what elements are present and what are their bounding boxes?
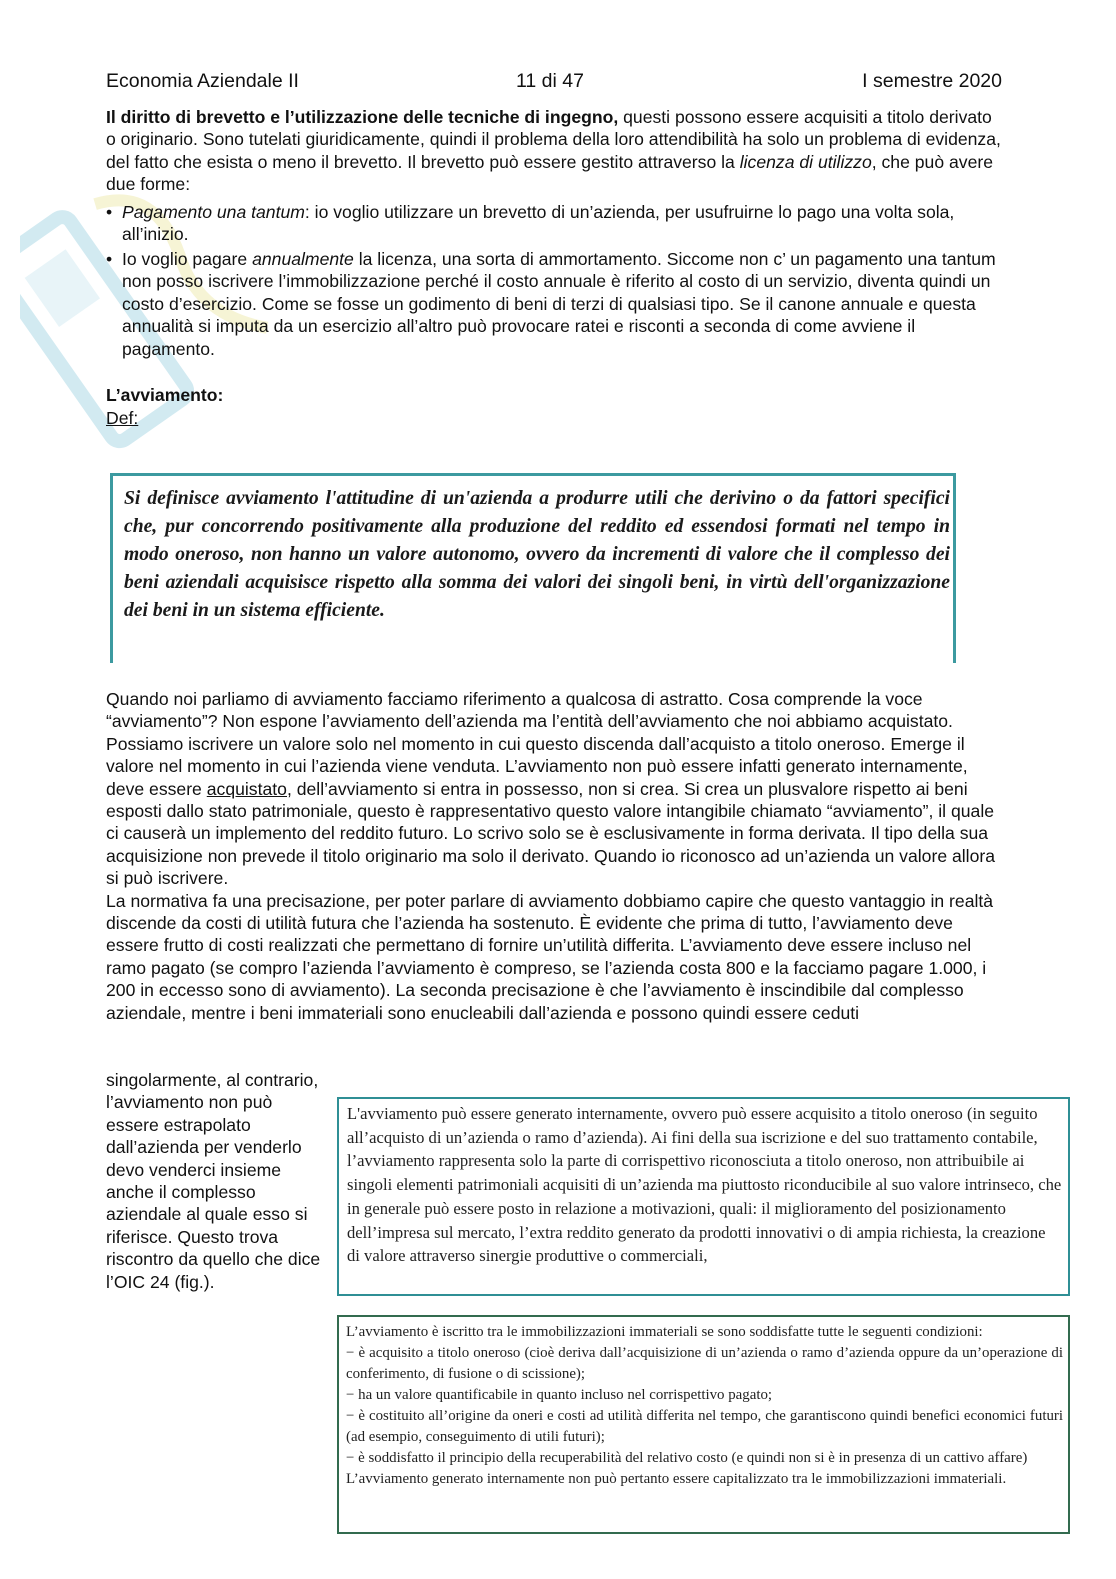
semester-label: I semestre 2020 — [862, 70, 1002, 92]
paragraph-text: dell’avviamento si entra in possesso, non si crea. Si crea un plusvalore rispetto ai beni esposti dallo stato patrimoniale, questo è rappresentativo questo valore intangibile chiamato “avviamento”, il quale ci causerà un implemento del reddito futuro. Lo scrivo solo se è esclusivamente in forma derivata. Il tipo della sua acquisizione non prevede il titolo originario ma solo il derivato. Quando io riconosco ad un’azienda un valore allora si può iscrivere. — [106, 778, 996, 889]
bullet-text — [122, 248, 1004, 360]
definition-label: Def: — [106, 408, 139, 428]
bullet-marker: • — [106, 249, 113, 269]
page-number: 11 di 47 — [516, 70, 584, 92]
paragraph-text: questi possono essere acquisiti a titolo derivato o originario. Sono tutelati giuridicamente, quindi il problema della loro attendibilità ha solo un problema di evidenza, del fatto che esista o meno il brevetto. Il brevetto può essere gestito attraverso la — [106, 107, 1001, 172]
bullet-item — [106, 248, 1004, 360]
quote-box-avviamento — [337, 1097, 1070, 1296]
course-title: Economia Aziendale II — [106, 70, 299, 92]
conditions-intro: L’avviamento è iscritto tra le immobilizzazioni immateriali se sono soddisfatte tutte le seguenti condizioni: — [346, 1324, 983, 1340]
paragraph-text: Quando noi parliamo di avviamento facciamo riferimento a qualcosa di astratto. Cosa comprende la voce “avviamento”? Non espone l’avviamento dell’azienda ma l’entità dell’avviamento che noi abbiamo acquistato. Possiamo iscrivere un valore solo nel momento in cui questo discenda dall’acquisto a titolo oneroso. Emerge il valore nel momento in cui l’azienda viene venduta. L’avviamento non può essere infatti generato internamente, deve essere — [106, 689, 968, 799]
condition-item: − è acquisito a titolo oneroso (cioè deriva dall’acquisizione di un’azienda o ramo d’azienda oppure da un’operazione di conferimento, di fusione o di scissione); — [346, 1345, 1063, 1382]
italic-term: annualmente — [252, 249, 354, 269]
side-text: singolarmente, al contrario, l’avviamento non può essere estrapolato dall’azienda per venderlo devo venderci insieme anche il complesso aziendale al quale esso si riferisce. Questo trova riscontro da quello che dice l’OIC 24 (fig.). — [106, 1070, 321, 1292]
bullet-item — [106, 201, 1004, 246]
conditions-closing: L’avviamento generato internamente non può pertanto essere capitalizzato tra le immobilizzazioni immateriali. — [346, 1471, 1007, 1487]
bullet-text — [122, 201, 1004, 246]
paragraph-avviamento — [106, 688, 1004, 1024]
bold-lead: Il diritto di brevetto e l’utilizzazione delle tecniche di ingegno, — [106, 107, 619, 127]
definition-text: Si definisce avviamento l'attitudine di un'azienda a produrre utili che derivino o da fattori specifici che, pur concorrendo positivamente alla produzione del reddito ed essendosi formati nel tempo in modo oneroso, non hanno un valore autonomo, ovvero da incrementi di valore che il complesso dei beni aziendali acquisisce rispetto alla somma dei valori dei singoli beni, in virtù dell'organizzazione dei beni in un sistema efficiente. — [124, 488, 950, 621]
bullet-marker: • — [106, 202, 113, 222]
paragraph-brevetto — [106, 106, 1004, 196]
italic-term: Pagamento una tantum — [122, 202, 305, 222]
condition-item: − ha un valore quantificabile in quanto incluso nel corrispettivo pagato; — [346, 1387, 773, 1403]
condition-item: − è soddisfatto il principio della recuperabilità del relativo costo (e quindi non si è in presenza di un cattivo affare) — [346, 1450, 1028, 1466]
condition-item: − è costituito all’origine da oneri e costi ad utilità differita nel tempo, che garantiscono quindi benefici economici futuri (ad esempio, conseguimento di utili futuri); — [346, 1408, 1063, 1445]
page-header — [106, 68, 1002, 94]
underlined-term: acquistato, — [206, 778, 292, 799]
bullet-body: la licenza, una sorta di ammortamento. Siccome non c’ un pagamento una tantum non posso iscrivere l’immobilizzazione perché il costo annuale è riferito al costo di un servizio, diventa quindi un costo d’esercizio. Come se fosse un godimento di beni di terzi di qualsiasi tipo. Se il canone annuale e questa annualità si imputa da un esercizio all’altro può provocare ratei e risconti a seconda di come avviene il pagamento. — [122, 249, 996, 359]
quote-text: L'avviamento può essere generato internamente, ovvero può essere acquisito a titolo oneroso (in seguito all’acquisto di un’azienda o ramo d’azienda). Ai fini della sua iscrizione e del suo trattamento contabile, l’avviamento rappresenta solo la parte di corrispettivo riconosciuta a titolo oneroso, non attribuibile ai singoli elementi patrimoniali acquisiti di un’azienda ma piuttosto riconducibile al suo valore intrinseco, che in generale può essere posto in relazione a motivazioni, quali: il miglioramento del posizionamento dell’impresa sul mercato, l’extra reddito generato da prodotti innovativi o di ampia richiesta, la creazione di valore attraverso sinergie produttive o commerciali, — [347, 1104, 1062, 1266]
bullet-body: Io voglio pagare — [122, 249, 253, 269]
paragraph-text: , che può avere due forme: — [106, 151, 994, 195]
bullet-body: : io voglio utilizzare un brevetto di un’azienda, per usufruirne lo pago una volta sola, all’inizio. — [122, 202, 955, 245]
paragraph-text: La normativa fa una precisazione, per poter parlare di avviamento dobbiamo capire che questo vantaggio in realtà discende da costi di utilità futura che l’azienda ha sostenuto. È evidente che prima di tutto, l’avviamento deve essere frutto di costi realizzati che permettano di fornire un’utilità differita. L’avviamento deve essere incluso nel ramo pagato (se compro l’azienda l’avviamento è compreso, se l’azienda costa 800 e la facciamo pagare 1.000, i 200 in eccesso sono di avviamento). La seconda precisazione è che l’avviamento è inscindibile dal complesso aziendale, mentre i beni immateriali sono enucleabili dall’azienda e possono quindi essere ceduti — [106, 890, 994, 1023]
quote-box-oic24 — [337, 1315, 1070, 1534]
definition-box — [110, 473, 956, 663]
section-title: L’avviamento: — [106, 385, 224, 405]
italic-term: licenza di utilizzo — [739, 151, 872, 172]
